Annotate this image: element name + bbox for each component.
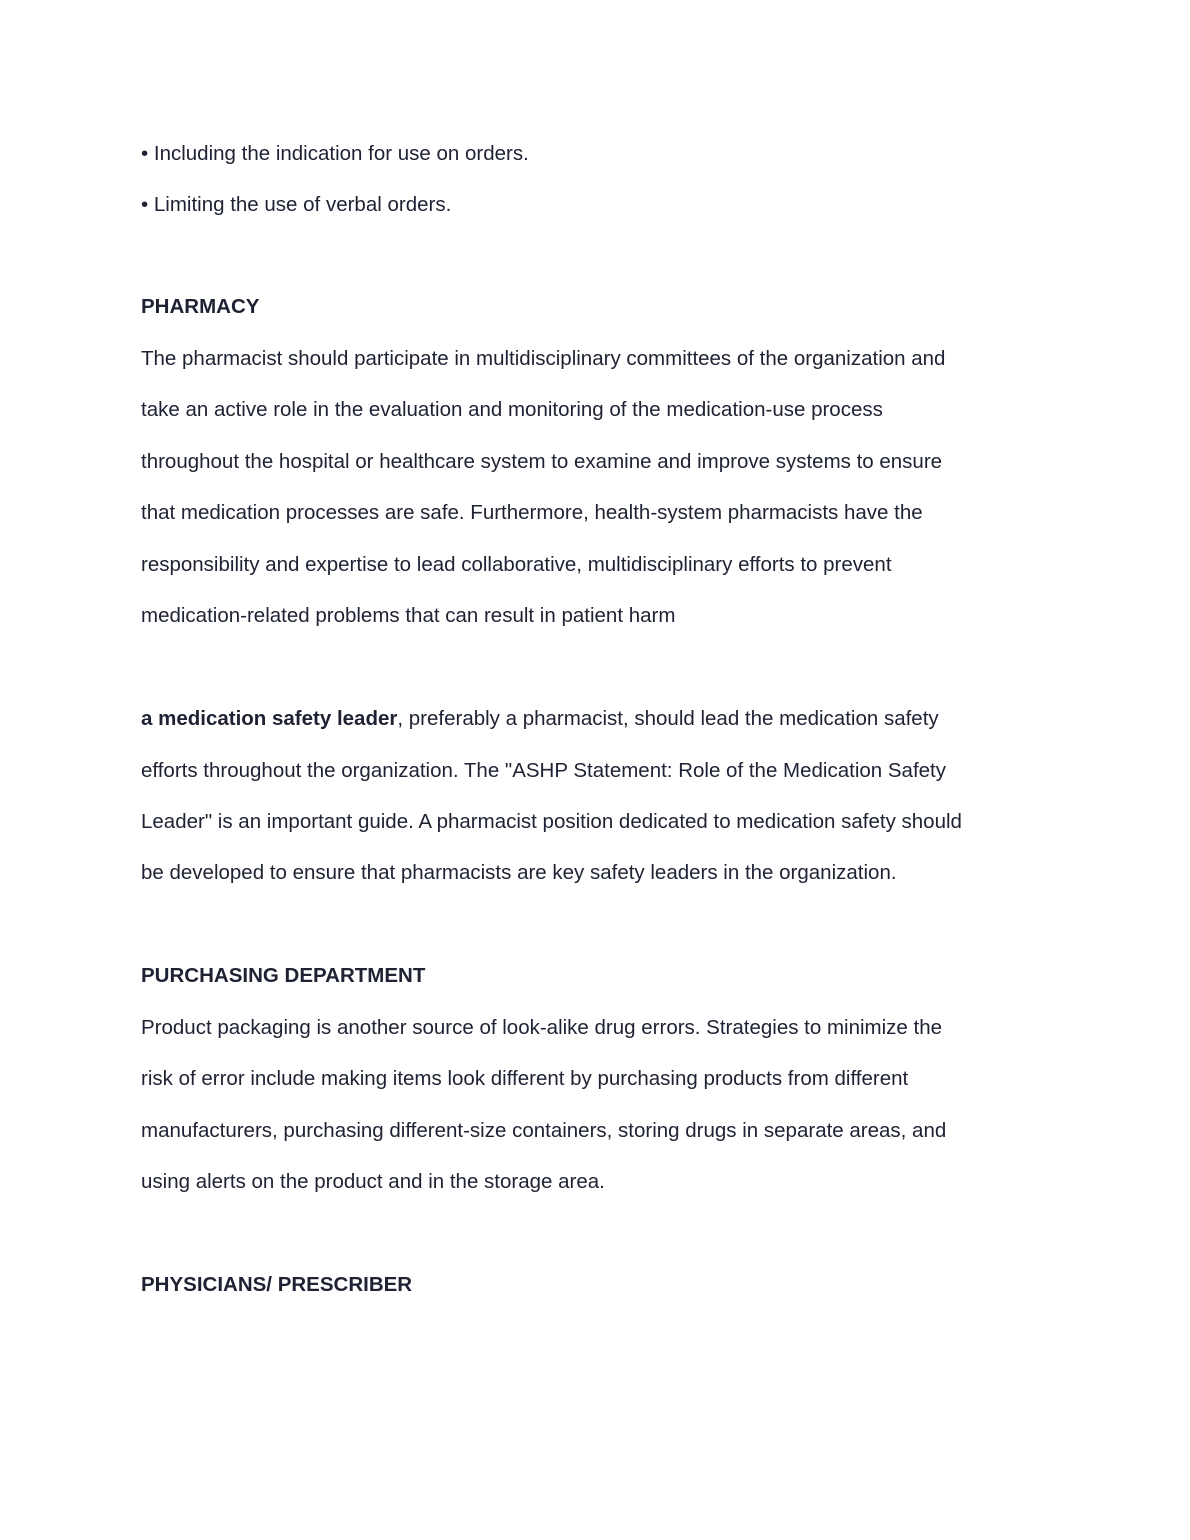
leader-line-1-rest: , preferably a pharmacist, should lead the medication safety (397, 707, 939, 730)
pharmacy-line-5: responsibility and expertise to lead collaborative, multidisciplinary efforts to prevent (141, 553, 892, 576)
leader-bold-lead: a medication safety leader (141, 707, 398, 730)
bullet-verbal-orders: • Limiting the use of verbal orders. (141, 193, 452, 216)
leader-line-3: Leader" is an important guide. A pharmacist position dedicated to medication safety should (141, 810, 962, 833)
physicians-heading: PHYSICIANS/ PRESCRIBER (141, 1273, 413, 1296)
purchasing-heading: PURCHASING DEPARTMENT (141, 964, 426, 987)
pharmacy-heading: PHARMACY (141, 295, 260, 318)
pharmacy-line-4: that medication processes are safe. Furthermore, health-system pharmacists have the (141, 501, 923, 524)
leader-line-1 (141, 707, 939, 731)
pharmacy-line-3: throughout the hospital or healthcare system to examine and improve systems to ensure (141, 450, 943, 473)
leader-line-2: efforts throughout the organization. The "ASHP Statement: Role of the Medication Safety (141, 759, 946, 782)
bullet-indication: • Including the indication for use on orders. (141, 142, 529, 165)
purchasing-line-3: manufacturers, purchasing different-size containers, storing drugs in separate areas, and (141, 1119, 947, 1142)
leader-line-4: be developed to ensure that pharmacists are key safety leaders in the organization. (141, 861, 897, 884)
pharmacy-line-6: medication-related problems that can result in patient harm (141, 604, 676, 627)
purchasing-line-1: Product packaging is another source of look-alike drug errors. Strategies to minimize the (141, 1016, 943, 1039)
purchasing-line-2: risk of error include making items look different by purchasing products from different (141, 1067, 909, 1090)
pharmacy-line-1: The pharmacist should participate in multidisciplinary committees of the organization and (141, 347, 946, 370)
purchasing-line-4: using alerts on the product and in the storage area. (141, 1170, 605, 1193)
pharmacy-line-2: take an active role in the evaluation and monitoring of the medication-use process (141, 398, 883, 421)
